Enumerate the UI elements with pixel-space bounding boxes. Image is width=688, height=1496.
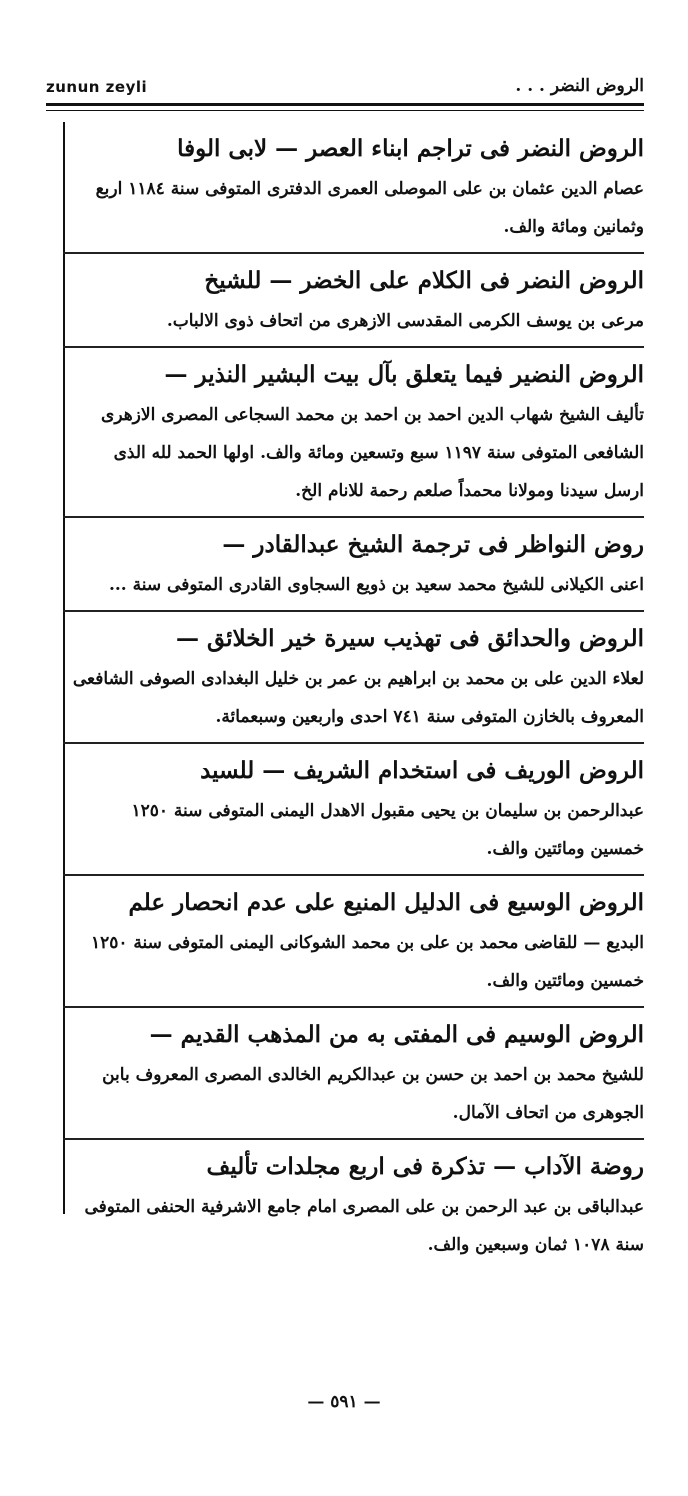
entry-title: الروض الوسيم فى المفتى به من المذهب القديم — [149, 1021, 644, 1048]
entry-divider [72, 1006, 644, 1008]
entry-title: الروض النضير فيما يتعلق بآل بيت البشير النذير — [164, 361, 644, 388]
entry [72, 354, 644, 510]
running-header-right: الروض النضر . . . [515, 76, 644, 96]
entry-divider [72, 1138, 644, 1140]
entry-divider [72, 252, 644, 254]
page-number: — ٥٩١ — [307, 1392, 381, 1412]
entry-body: عصام الدين عثمان بن على الموصلى العمرى الدفترى المتوفى سنة ١١٨٤ اربع وثمانين ومائة والف. [95, 179, 644, 237]
entry [72, 128, 644, 246]
header-rule-thin [46, 110, 644, 111]
header-rule [46, 103, 644, 106]
entry [72, 260, 644, 340]
entry-body: للشيخ محمد بن احمد بن حسن بن عبدالكريم الخالدى المصرى المعروف بابن الجوهرى من اتحاف الآمال. [102, 1065, 644, 1123]
entry-body: لعلاء الدين على بن محمد بن ابراهيم بن عمر بن خليل البغدادى الصوفى الشافعى المعروف بالخازن المتوفى سنة ٧٤١ احدى واربعين وسبعمائة. [72, 669, 644, 727]
entry-title: الروض الوسيع فى الدليل المنيع على عدم انحصار علم [128, 889, 644, 916]
margin-line [63, 122, 65, 1214]
running-header-left: zunun zeyli [46, 78, 148, 96]
entry-title: الروض النضر فى الكلام على الخضر — للشيخ [204, 267, 644, 294]
entry-divider [72, 516, 644, 518]
entry-body: عبدالباقى بن عبد الرحمن بن على المصرى امام جامع الاشرفية الحنفى المتوفى سنة ١٠٧٨ ثمان وسبعين والف. [84, 1197, 644, 1255]
entry-title: روضة الآداب — تذكرة فى اربع مجلدات تأليف [206, 1153, 644, 1180]
entry-title: الروض النضر فى تراجم ابناء العصر — لابى الوفا [177, 135, 644, 162]
entry-divider [72, 874, 644, 876]
entry-divider [72, 742, 644, 744]
entry-body: اعنى الكيلانى للشيخ محمد سعيد بن ذويع السجاوى القادرى المتوفى سنة ... [108, 575, 644, 595]
entry-title: روض النواظر فى ترجمة الشيخ عبدالقادر — [222, 531, 644, 558]
entry [72, 618, 644, 736]
entry-body: تأليف الشيخ شهاب الدين احمد بن احمد بن محمد السجاعى المصرى الازهرى الشافعى المتوفى سنة ١١٩٧ سبع وتسعين ومائة والف. اولها الحمد لله الذى ارسل سيدنا ومولانا محمداً صلعم رحمة للانام الخ. [101, 405, 644, 501]
entry [72, 882, 644, 1000]
entry-divider [72, 610, 644, 612]
entry [72, 1146, 644, 1264]
entry-divider [72, 346, 644, 348]
entry [72, 524, 644, 604]
entries-list [72, 128, 644, 1264]
entry [72, 1014, 644, 1132]
entry-body: مرعى بن يوسف الكرمى المقدسى الازهرى من اتحاف ذوى الالباب. [166, 311, 644, 331]
entry-body: عبدالرحمن بن سليمان بن يحيى مقبول الاهدل اليمنى المتوفى سنة ١٢٥٠ خمسين ومائتين والف. [131, 801, 644, 859]
entry-title: الروض والحدائق فى تهذيب سيرة خير الخلائق — [175, 625, 644, 652]
entry-body: البديع — للقاضى محمد بن على بن محمد الشوكانى اليمنى المتوفى سنة ١٢٥٠ خمسين ومائتين والف. [90, 933, 644, 991]
entry-title: الروض الوريف فى استخدام الشريف — للسيد [200, 757, 644, 784]
entry [72, 750, 644, 868]
